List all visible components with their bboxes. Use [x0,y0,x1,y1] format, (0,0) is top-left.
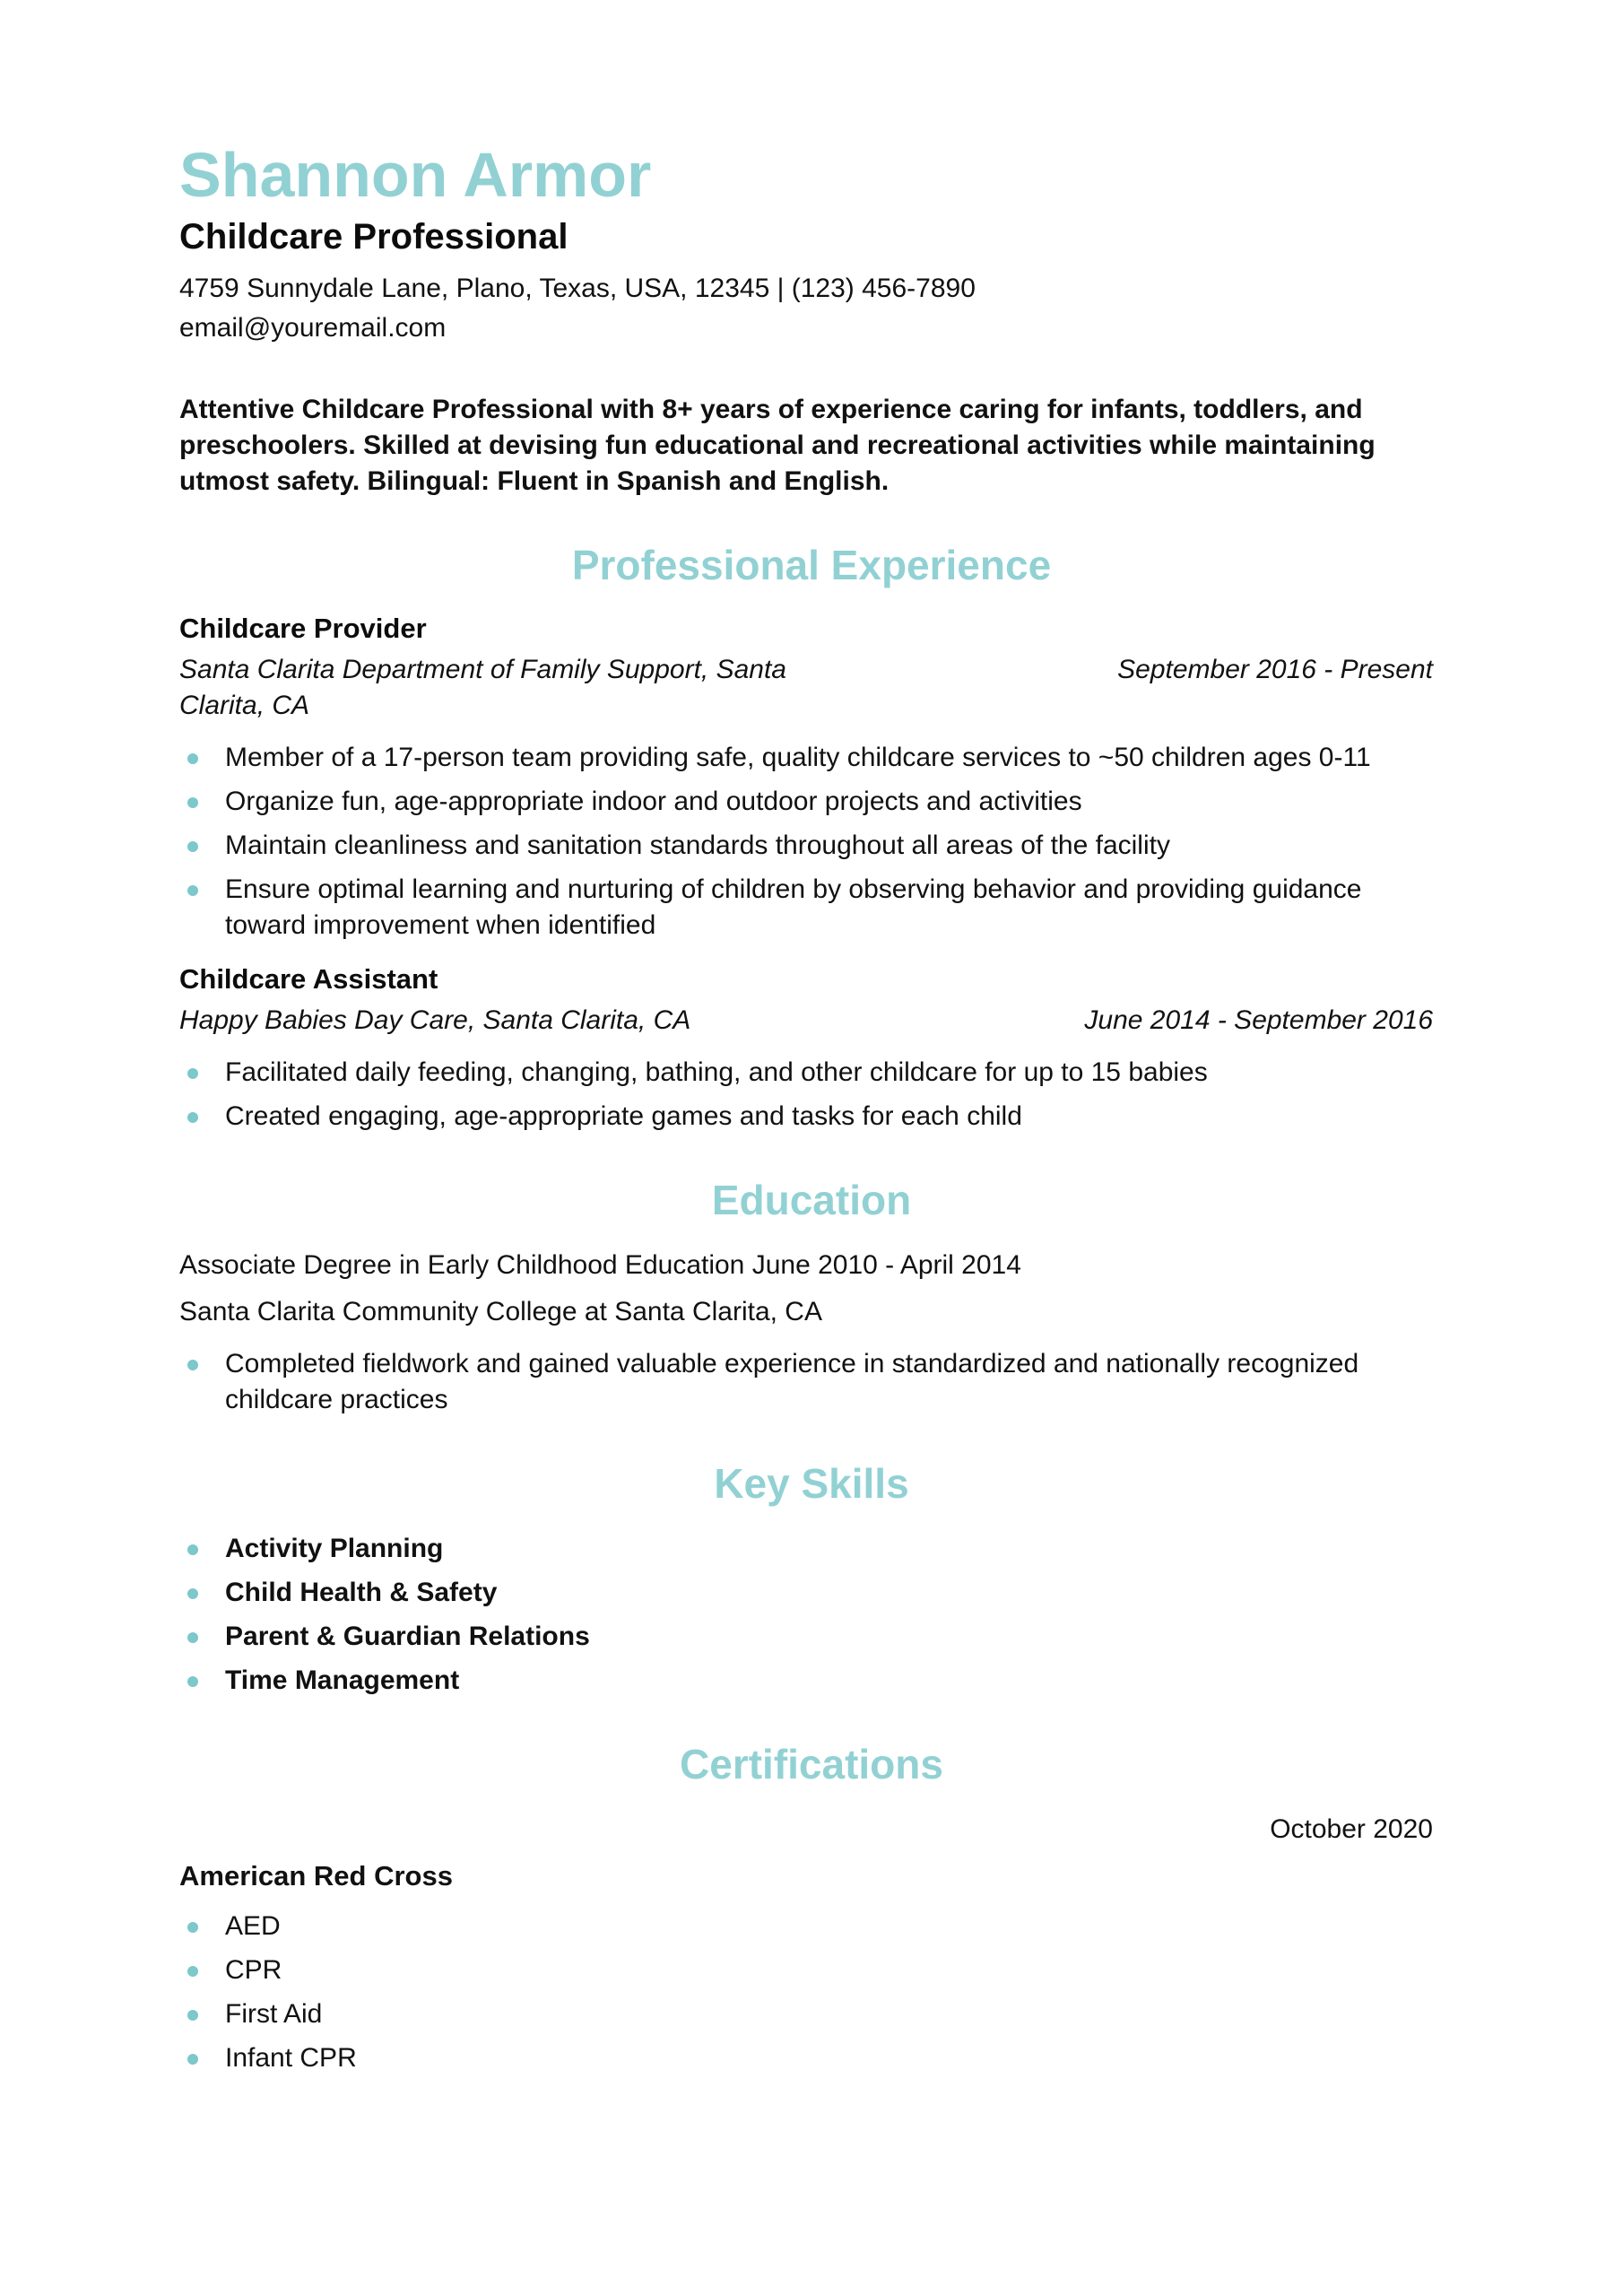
certification-entry [179,1812,1433,2076]
bullet-text: Created engaging, age-appropriate games and tasks for each child [225,1101,1022,1132]
skill-text: Child Health & Safety [225,1578,498,1608]
section-heading-education: Education [711,1177,912,1224]
job-title: Childcare Assistant [179,963,438,996]
summary-paragraph: Attentive Childcare Professional with 8+ years of experience caring for infants, toddlers, and preschoolers. Skilled at devising fun educational and recreational activities while maintaining utmost safety. Bilingual: Fluent in Spanish and English. [179,395,1376,497]
list-item [179,784,1433,820]
list-item [179,1619,1433,1655]
bullet-icon [187,885,198,896]
education-school: Santa Clarita Community College at Santa Clarita, CA [179,1297,822,1327]
skill-text: Time Management [225,1665,460,1696]
certification-text: AED [225,1911,281,1942]
bullet-icon [187,841,198,852]
bullet-icon [187,1544,198,1555]
resume-header [179,142,1433,345]
bullet-icon [187,1922,198,1933]
bullet-icon [187,1068,198,1079]
bullet-text: Maintain cleanliness and sanitation standards throughout all areas of the facility [225,831,1170,861]
contact-line: 4759 Sunnydale Lane, Plano, Texas, USA, 12345 | (123) 456-7890 [179,274,976,304]
education-entry [179,1248,1433,1418]
job-entry [179,613,1433,944]
job-bullet-list [179,1055,1433,1135]
list-item [179,1663,1433,1699]
certification-text: First Aid [225,1999,323,2030]
bullet-text: Organize fun, age-appropriate indoor and outdoor projects and activities [225,787,1082,817]
list-item [179,872,1433,944]
bullet-icon [187,1966,198,1977]
job-company: Happy Babies Day Care, Santa Clarita, CA [179,1005,691,1036]
certification-text: CPR [225,1955,282,1986]
person-title: Childcare Professional [179,217,568,257]
skill-text: Parent & Guardian Relations [225,1622,590,1652]
bullet-icon [187,1632,198,1643]
person-name: Shannon Armor [179,140,652,210]
job-meta-row [179,1003,1433,1039]
list-item [179,1996,1433,2032]
list-item [179,1952,1433,1988]
list-item [179,828,1433,864]
bullet-icon [187,1112,198,1123]
section-heading-skills: Key Skills [714,1460,909,1508]
list-item [179,1099,1433,1135]
bullet-text: Ensure optimal learning and nurturing of children by observing behavior and providing guidance toward improvement when identified [225,874,1362,941]
bullet-icon [187,2010,198,2021]
list-item [179,1531,1433,1567]
bullet-text: Member of a 17-person team providing safe, quality childcare services to ~50 children ages 0-11 [225,743,1371,773]
bullet-icon [187,753,198,764]
bullet-icon [187,797,198,808]
job-dates: September 2016 - Present [1117,655,1433,685]
bullet-icon [187,1588,198,1599]
list-item [179,2040,1433,2076]
list-item [179,1055,1433,1091]
bullet-icon [187,1676,198,1687]
bullet-icon [187,2054,198,2065]
job-entry [179,963,1433,1135]
job-company: Santa Clarita Department of Family Support, Santa Clarita, CA [179,655,786,721]
bullet-icon [187,1360,198,1370]
skills-list [179,1531,1433,1699]
education-bullet-list [179,1346,1433,1418]
section-heading-certifications: Certifications [680,1741,943,1788]
job-bullet-list [179,740,1433,944]
certification-date: October 2020 [1270,1814,1433,1845]
section-heading-experience: Professional Experience [571,542,1052,589]
list-item [179,740,1433,776]
skill-text: Activity Planning [225,1534,444,1564]
email-address: email@youremail.com [179,313,447,344]
certifications-list [179,1909,1433,2076]
education-degree: Associate Degree in Early Childhood Education June 2010 - April 2014 [179,1250,1021,1281]
job-dates: June 2014 - September 2016 [1084,1005,1433,1036]
list-item [179,1909,1433,1944]
list-item [179,1575,1433,1611]
job-meta-row [179,652,1433,724]
bullet-text: Completed fieldwork and gained valuable experience in standardized and nationally recognized childcare practices [225,1349,1359,1415]
list-item [179,1346,1433,1418]
bullet-text: Facilitated daily feeding, changing, bathing, and other childcare for up to 15 babies [225,1057,1208,1088]
job-title: Childcare Provider [179,613,427,645]
certification-organization: American Red Cross [179,1860,453,1892]
certification-text: Infant CPR [225,2043,357,2074]
